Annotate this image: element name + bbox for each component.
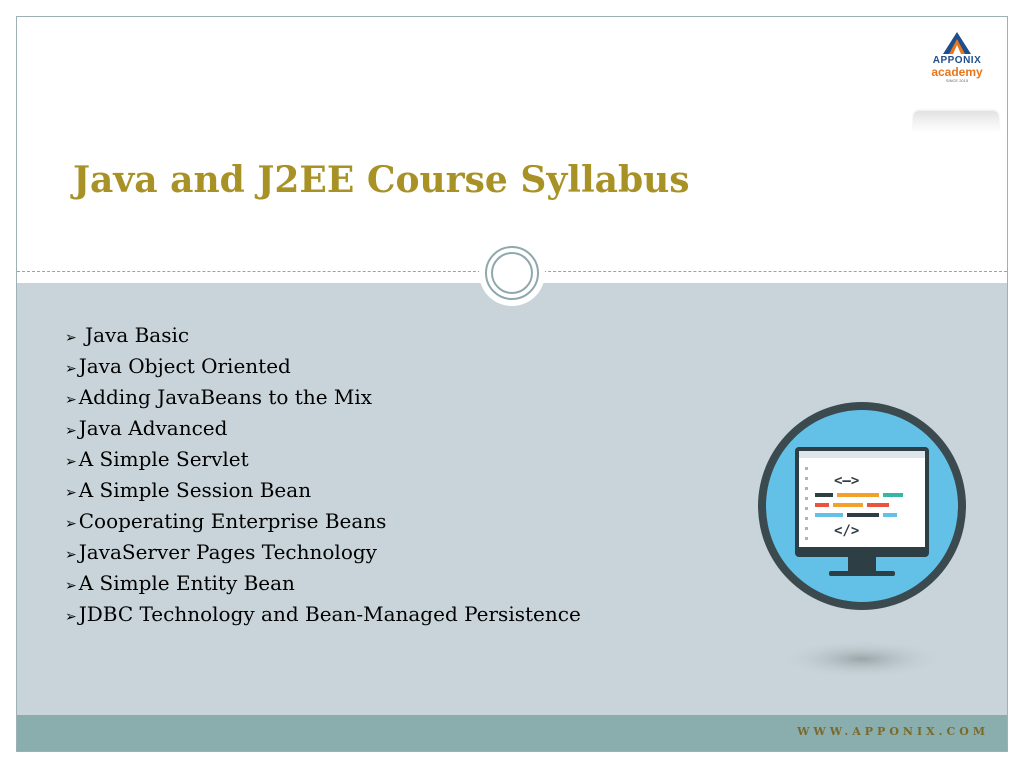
list-item-text: A Simple Session Bean xyxy=(78,478,312,502)
page-title: Java and J2EE Course Syllabus xyxy=(73,159,690,201)
code-tag-top: <—> xyxy=(834,473,860,489)
logo-brand: APPONIX xyxy=(932,55,982,66)
arrowhead-bullet-icon: ➢ xyxy=(65,609,77,625)
arrowhead-bullet-icon: ➢ xyxy=(65,547,77,563)
list-item-text: Cooperating Enterprise Beans xyxy=(78,509,387,533)
list-item xyxy=(65,568,725,599)
divider-ring-icon xyxy=(479,240,545,306)
list-item-text: Adding JavaBeans to the Mix xyxy=(78,385,373,409)
list-item-text: Java Advanced xyxy=(78,416,228,440)
arrowhead-bullet-icon: ➢ xyxy=(65,578,77,594)
list-item-text: A Simple Servlet xyxy=(78,447,249,471)
list-item xyxy=(65,382,725,413)
apponix-logo-icon xyxy=(940,31,974,55)
list-item-text: JavaServer Pages Technology xyxy=(78,540,377,564)
list-item xyxy=(65,413,725,444)
list-item xyxy=(65,599,725,630)
list-item xyxy=(65,351,725,382)
footer-url[interactable]: WWW.APPONIX.COM xyxy=(797,725,989,738)
list-item-text: Java Object Oriented xyxy=(78,354,291,378)
list-item xyxy=(65,320,725,351)
arrowhead-bullet-icon: ➢ xyxy=(65,423,77,439)
arrowhead-bullet-icon: ➢ xyxy=(65,454,77,470)
arrowhead-bullet-icon: ➢ xyxy=(65,361,77,377)
decorative-tab xyxy=(913,111,999,133)
arrowhead-bullet-icon: ➢ xyxy=(65,485,77,501)
list-item-text: Java Basic xyxy=(78,323,190,347)
code-monitor-icon xyxy=(751,401,973,691)
arrowhead-bullet-icon: ➢ xyxy=(65,330,77,346)
list-item xyxy=(65,475,725,506)
list-item-text: A Simple Entity Bean xyxy=(78,571,295,595)
apponix-logo xyxy=(917,31,997,97)
list-item xyxy=(65,537,725,568)
list-item xyxy=(65,444,725,475)
arrowhead-bullet-icon: ➢ xyxy=(65,516,77,532)
logo-since: SINCE 2015 xyxy=(945,78,969,83)
arrowhead-bullet-icon: ➢ xyxy=(65,392,77,408)
syllabus-list xyxy=(65,320,725,630)
list-item-text: JDBC Technology and Bean-Managed Persistence xyxy=(78,602,581,626)
list-item xyxy=(65,506,725,537)
logo-tagline: academy xyxy=(931,65,983,79)
code-tag-bottom: </> xyxy=(834,523,860,539)
slide xyxy=(16,16,1008,752)
